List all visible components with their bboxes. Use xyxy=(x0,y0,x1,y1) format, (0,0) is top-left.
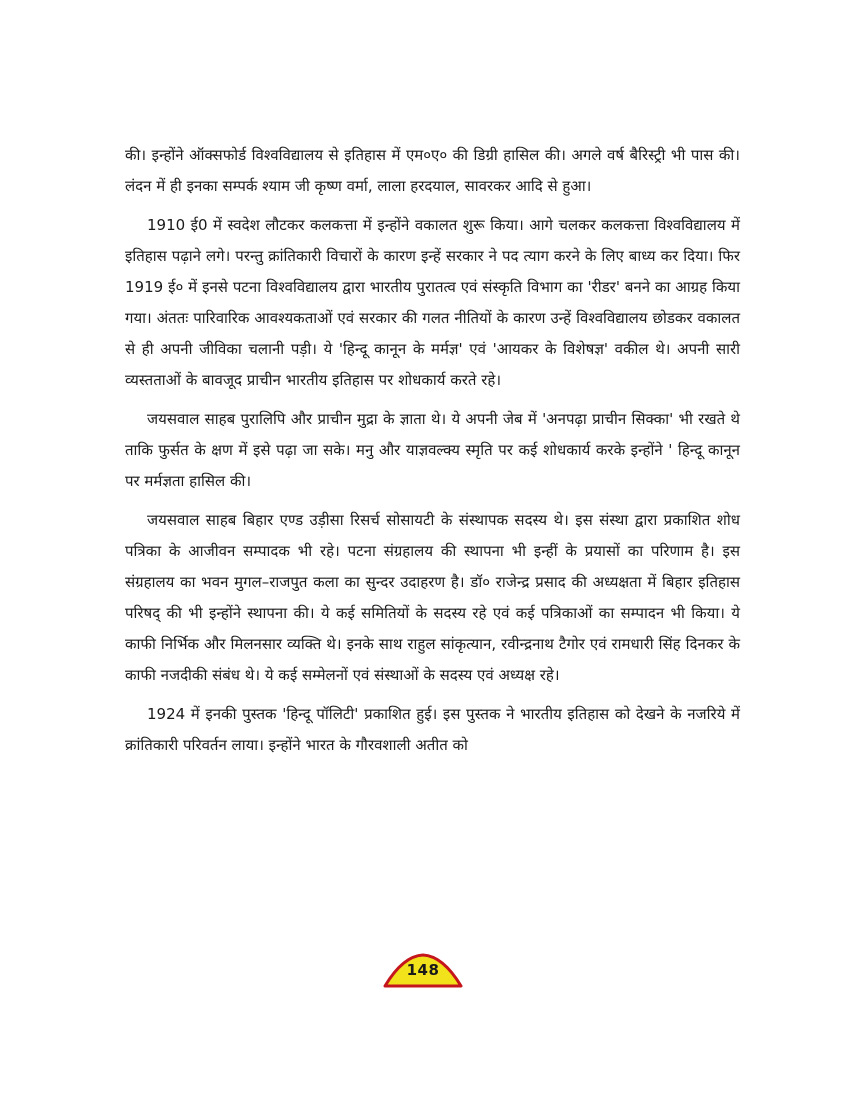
page-number-badge xyxy=(383,952,463,988)
paragraph-epigraphy: जयसवाल साहब पुरालिपि और प्राचीन मुद्रा के ज्ञाता थे। ये अपनी जेब में 'अनपढ़ा प्राचीन सिक्का' भी रखते थे ताकि फुर्सत के क्षण में इसे पढ़ा जा सके। मनु और याज्ञवल्क्य स्मृति पर कई शोधकार्य करके इन्होंने ' हिन्दू कानून पर मर्मज्ञता हासिल की। xyxy=(125,410,740,490)
paragraph-return-calcutta: 1910 ई0 में स्वदेश लौटकर कलकत्ता में इन्होंने वकालत शुरू किया। आगे चलकर कलकत्ता विश्वविद्यालय में इतिहास पढ़ाने लगे। परन्तु क्रांतिकारी विचारों के कारण इन्हें सरकार ने पद त्याग करने के लिए बाध्य कर दिया। फिर 1919 ई० में इनसे पटना विश्वविद्यालय द्वारा भारतीय पुरातत्व एवं संस्कृति विभाग का 'रीडर' बनने का आग्रह किया गया। अंततः पारिवारिक आवश्यकताओं एवं सरकार की गलत नीतियों के कारण उन्हें विश्वविद्यालय छोडकर वकालत से ही अपनी जीविका चलानी पड़ी। ये 'हिन्दू कानून के मर्मज्ञ' एवं 'आयकर के विशेषज्ञ' वकील थे। अपनी सारी व्यस्तताओं के बावजूद प्राचीन भारतीय इतिहास पर शोधकार्य करते रहे। xyxy=(125,216,740,389)
page-number: 148 xyxy=(406,961,440,979)
body-text xyxy=(125,140,740,769)
paragraph-research-society: जयसवाल साहब बिहार एण्ड उड़ीसा रिसर्च सोसायटी के संस्थापक सदस्य थे। इस संस्था द्वारा प्रकाशित शोध पत्रिका के आजीवन सम्पादक भी रहे। पटना संग्रहालय की स्थापना भी इन्हीं के प्रयासों का परिणाम है। इस संग्रहालय का भवन मुगल–राजपुत कला का सुन्दर उदाहरण है। डॉ० राजेन्द्र प्रसाद की अध्यक्षता में बिहार इतिहास परिषद् की भी इन्होंने स्थापना की। ये कई समितियों के सदस्य रहे एवं कई पत्रिकाओं का सम्पादन भी किया। ये काफी निर्भिक और मिलनसार व्यक्ति थे। इनके साथ राहुल सांकृत्यान, रवीन्द्रनाथ टैगोर एवं रामधारी सिंह दिनकर के काफी नजदीकी संबंध थे। ये कई सम्मेलनों एवं संस्थाओं के सदस्य एवं अध्यक्ष रहे। xyxy=(125,511,740,684)
paragraph-continuation: की। इन्होंने ऑक्सफोर्ड विश्वविद्यालय से इतिहास में एम०ए० की डिग्री हासिल की। अगले वर्ष बैरिस्ट्री भी पास की। लंदन में ही इनका सम्पर्क श्याम जी कृष्ण वर्मा, लाला हरदयाल, सावरकर आदि से हुआ। xyxy=(125,146,740,195)
paragraph-hindu-polity: 1924 में इनकी पुस्तक 'हिन्दू पॉलिटी' प्रकाशित हुई। इस पुस्तक ने भारतीय इतिहास को देखने के नजरिये में क्रांतिकारी परिवर्तन लाया। इन्होंने भारत के गौरवशाली अतीत को xyxy=(125,705,740,754)
